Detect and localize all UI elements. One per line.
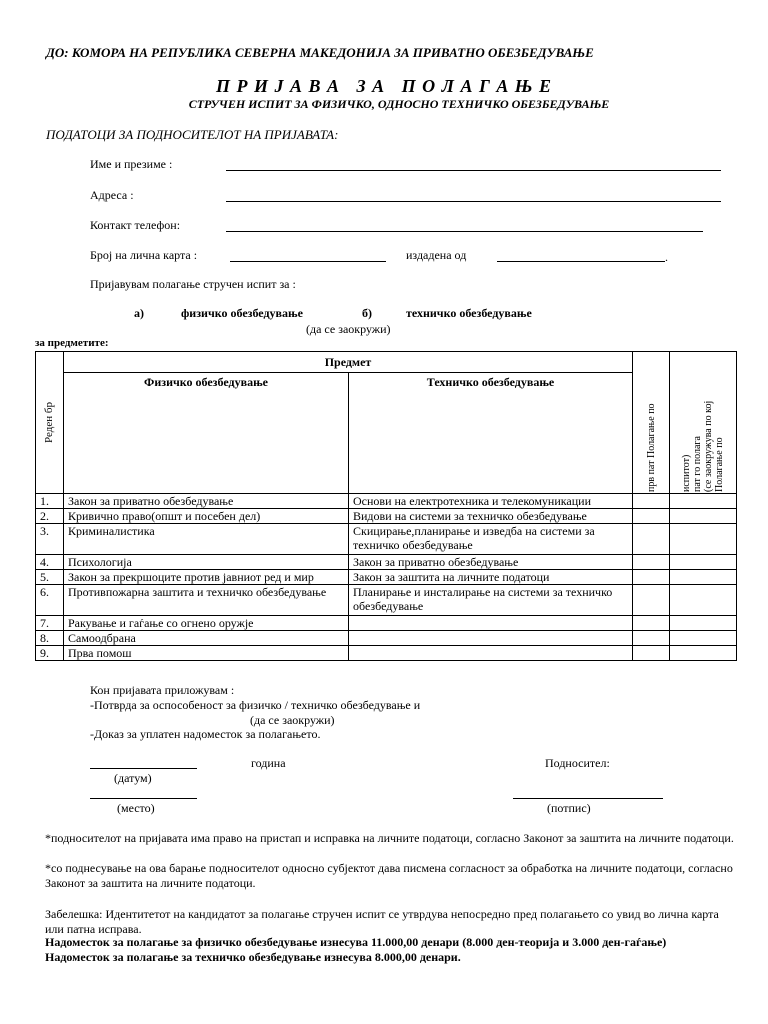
privacy-note-1: *подносителот на пријавата има право на пристап и исправка на личните податоци, согласно Законот за заштита на личните податоци. [45, 831, 734, 845]
table-row [36, 509, 737, 524]
fee-technical: Надоместок за полагање за техничко обезбедување изнесува 8.000,00 денари. [45, 950, 461, 964]
year-label: година [251, 756, 286, 770]
repeat-cell[interactable] [670, 555, 737, 570]
first-time-cell[interactable] [633, 616, 670, 631]
table-row [36, 631, 737, 646]
technical-subject: Закон за заштита на личните податоци [349, 570, 633, 585]
first-time-cell[interactable] [633, 585, 670, 616]
first-time-cell[interactable] [633, 524, 670, 555]
place-field[interactable] [90, 798, 197, 799]
physical-subject: Закон за прекршоците против јавниот ред и мир [64, 570, 349, 585]
option-b-label: б) [362, 306, 372, 320]
table-row [36, 494, 737, 509]
repeat-cell[interactable] [670, 616, 737, 631]
col-header-technical: Техничко обезбедување [349, 373, 633, 494]
technical-subject [349, 631, 633, 646]
circle-note: (да се заокружи) [306, 322, 391, 336]
row-number: 7. [36, 616, 64, 631]
date-field[interactable] [90, 768, 197, 769]
table-row [36, 585, 737, 616]
repeat-cell[interactable] [670, 570, 737, 585]
phone-field[interactable] [226, 231, 703, 232]
identity-remark: Забелешка: Идентитетот на кандидатот за полагање стручен испит се утврдува непосредно пред полагањето со увид во лична карта или патна исправа. [45, 907, 719, 936]
place-label: (место) [117, 801, 155, 815]
privacy-note-2: *со поднесување на ова барање подносителот односно субјектот дава писмена согласност за обработка на личните податоци, согласно Законот за заштита на личните податоци. [45, 861, 733, 890]
first-time-cell[interactable] [633, 631, 670, 646]
technical-subject [349, 616, 633, 631]
signature-label: (потпис) [547, 801, 591, 815]
date-label: (датум) [114, 771, 152, 785]
trailing-dot: . [665, 250, 668, 264]
physical-subject: Криминалистика [64, 524, 349, 555]
physical-subject: Противпожарна заштита и техничко обезбедување [64, 585, 349, 616]
physical-subject: Психологија [64, 555, 349, 570]
applicant-label: Подносител: [545, 756, 610, 770]
first-time-cell[interactable] [633, 570, 670, 585]
row-number: 1. [36, 494, 64, 509]
table-row [36, 524, 737, 555]
technical-subject: Скицирање,планирање и изведба на системи за техничко обезбедување [349, 524, 633, 555]
attachment-item-2: -Доказ за уплатен надоместок за полагањето. [90, 727, 321, 741]
option-a-label: а) [134, 306, 144, 320]
id-card-label: Број на лична карта : [90, 248, 198, 262]
issued-by-field[interactable] [497, 261, 665, 262]
subjects-label: за предметите: [35, 337, 109, 349]
physical-subject: Самоодбрана [64, 631, 349, 646]
repeat-cell[interactable] [670, 646, 737, 661]
physical-subject: Ракување и гаѓање со огнено оружје [64, 616, 349, 631]
technical-subject: Планирање и инсталирање на системи за техничко обезбедување [349, 585, 633, 616]
repeat-cell[interactable] [670, 631, 737, 646]
option-a-physical[interactable]: физичко обезбедување [181, 306, 303, 320]
row-number: 5. [36, 570, 64, 585]
col-header-first-time: прв пат Полагање по [633, 352, 670, 494]
name-label: Име и презиме : [90, 157, 173, 171]
col-header-number: Реден бр [36, 352, 64, 494]
first-time-cell[interactable] [633, 494, 670, 509]
address-label: Адреса : [90, 188, 134, 202]
signature-field[interactable] [513, 798, 663, 799]
first-time-cell[interactable] [633, 509, 670, 524]
issued-by-label: издадена од [406, 248, 467, 262]
technical-subject: Закон за приватно обезбедување [349, 555, 633, 570]
technical-subject: Основи на електротехника и телекомуникации [349, 494, 633, 509]
table-row [36, 646, 737, 661]
apply-text: Пријавувам полагање стручен испит за : [90, 277, 296, 291]
col-header-subject: Предмет [64, 352, 633, 373]
attachment-circle-note: (да се заокружи) [250, 713, 335, 727]
name-field[interactable] [226, 170, 721, 171]
repeat-cell[interactable] [670, 509, 737, 524]
row-number: 9. [36, 646, 64, 661]
physical-subject: Закон за приватно обезбедување [64, 494, 349, 509]
col-header-physical: Физичко обезбедување [64, 373, 349, 494]
first-time-cell[interactable] [633, 646, 670, 661]
row-number: 8. [36, 631, 64, 646]
repeat-cell[interactable] [670, 585, 737, 616]
page-title: П Р И Ј А В А З А П О Л А Г А Њ Е [216, 76, 552, 96]
page-subtitle: СТРУЧЕН ИСПИТ ЗА ФИЗИЧКО, ОДНОСНО ТЕХНИЧКО ОБЕЗБЕДУВАЊЕ [188, 97, 610, 111]
table-row [36, 570, 737, 585]
repeat-cell[interactable] [670, 494, 737, 509]
technical-subject: Видови на системи за техничко обезбедување [349, 509, 633, 524]
fee-physical: Надоместок за полагање за физичко обезбедување изнесува 11.000,00 денари (8.000 ден-теорија и 3.000 ден-гаѓање) [45, 935, 667, 949]
attachments-intro: Кон пријавата приложувам : [90, 683, 235, 697]
recipient: ДО: КОМОРА НА РЕПУБЛИКА СЕВЕРНА МАКЕДОНИЈА ЗА ПРИВАТНО ОБЕЗБЕДУВАЊЕ [46, 45, 594, 60]
row-number: 4. [36, 555, 64, 570]
row-number: 2. [36, 509, 64, 524]
table-row [36, 616, 737, 631]
section-title: ПОДАТОЦИ ЗА ПОДНОСИТЕЛОТ НА ПРИЈАВАТА: [46, 127, 339, 142]
attachment-item-1: -Потврда за оспособеност за физичко / техничко обезбедување и [90, 698, 421, 712]
table-row [36, 555, 737, 570]
row-number: 3. [36, 524, 64, 555]
repeat-cell[interactable] [670, 524, 737, 555]
first-time-cell[interactable] [633, 555, 670, 570]
address-field[interactable] [226, 201, 721, 202]
col-header-repeat: испитот) пат го полага (се заокружува по кој Полагање по [670, 352, 737, 494]
option-b-technical[interactable]: техничко обезбедување [406, 306, 532, 320]
id-card-field[interactable] [230, 261, 386, 262]
physical-subject: Кривично право(општ и посебен дел) [64, 509, 349, 524]
physical-subject: Прва помош [64, 646, 349, 661]
subjects-table [35, 351, 737, 661]
technical-subject [349, 646, 633, 661]
phone-label: Контакт телефон: [90, 218, 181, 232]
row-number: 6. [36, 585, 64, 616]
